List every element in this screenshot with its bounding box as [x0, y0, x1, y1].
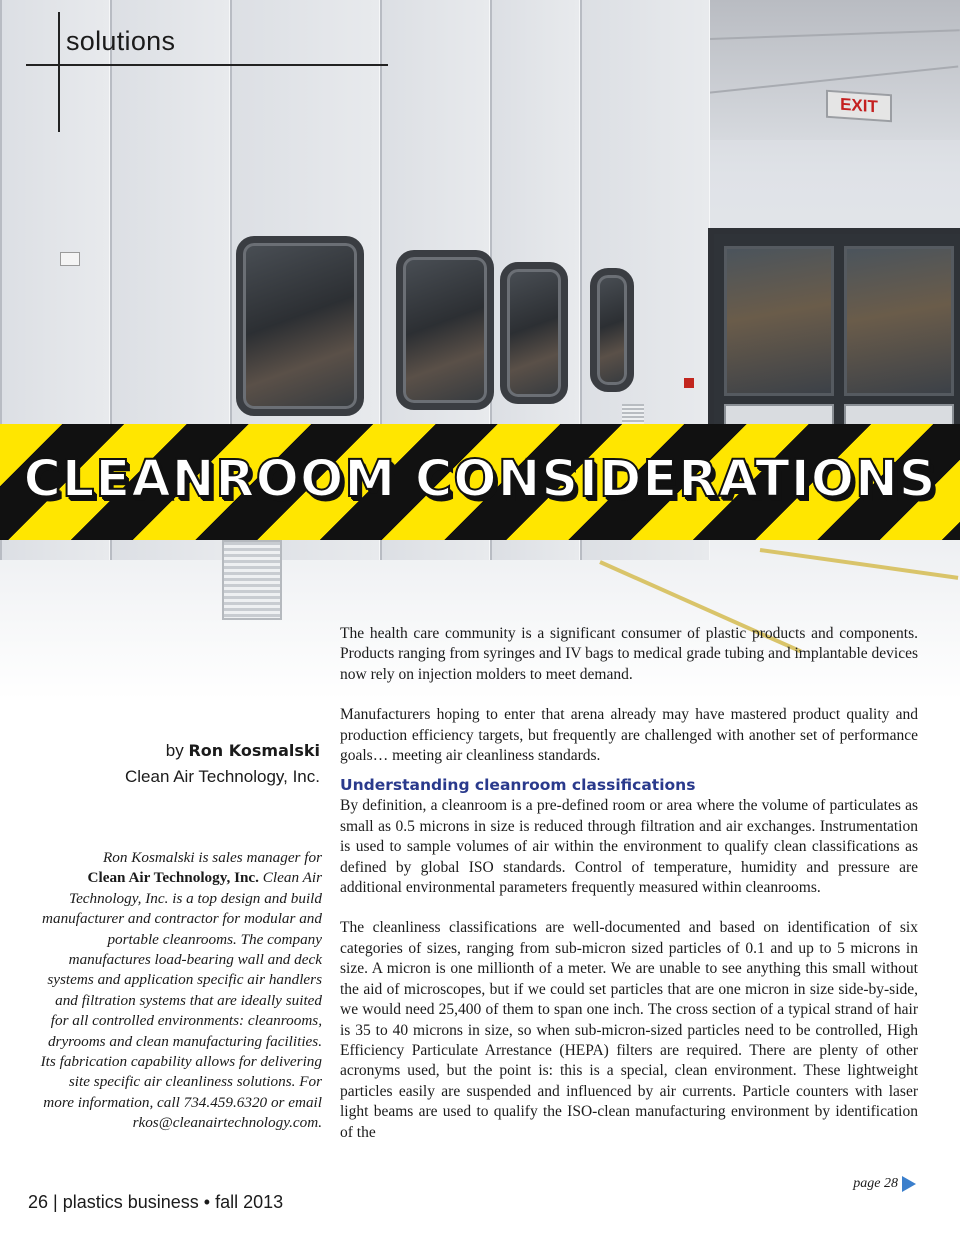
continued-link[interactable]: [853, 1176, 916, 1192]
paragraph: Manufacturers hoping to enter that arena already may have mastered product quality and production efficiency targets, but frequently are challenged with another set of performance goals… meeting air cleanliness standards.: [340, 706, 918, 765]
byline-prefix: by: [165, 741, 184, 760]
header-rule-vertical: [58, 12, 60, 132]
wall-vent: [622, 404, 644, 426]
fire-alarm: [684, 378, 694, 388]
door-glass: [724, 246, 834, 396]
paragraph: The health care community is a significant consumer of plastic products and components. Products ranging from syringes and IV bags to medical grade tubing and implantable devices now rely on injection molders to meet demand.: [340, 625, 918, 683]
author-bio: [36, 848, 322, 1134]
author-company: Clean Air Technology, Inc.: [125, 767, 320, 786]
thermostat: [60, 252, 80, 266]
subheading: Understanding cleanroom classifications: [340, 776, 696, 795]
article-title: CLEANROOM CONSIDERATIONS: [23, 450, 937, 509]
article-body: [340, 624, 918, 1143]
header-rule: [26, 64, 388, 66]
paragraph: The cleanliness classifications are well-documented and based on identification of six categories of sizes, ranging from sub-micron sized particles of 0.1 and up to 5 microns in size. A micron is one millionth of a meter. We are unable to see anything this small without the aid of microscopes, but if we could set particles that are one micron in size side-by-side, we would need 25,400 of them to span one inch. The cross section of a typical strand of hair is 35 to 40 microns in size, so when sub-micron-sized particles need to be controlled, High Efficiency Particulate Arrestance (HEPA) filters are required. There are plenty of other acronyms used, but the point is: this is a special, clean environment. These lightweight particles easily are suspended and influenced by air currents. Particle counters with laser light beams are used to qualify the ISO-clean manufacturing environment by identification of the: [340, 919, 918, 1141]
exit-sign: EXIT: [826, 90, 892, 123]
bio-company: Clean Air Technology, Inc.: [87, 869, 259, 887]
cleanroom-window: [236, 236, 364, 416]
continued-label: page 28: [853, 1176, 898, 1191]
bio-intro: Ron Kosmalski is sales manager for: [103, 849, 322, 866]
floor-vent: [222, 540, 282, 620]
door-glass: [844, 246, 954, 396]
page-footer: 26 | plastics business • fall 2013: [28, 1192, 284, 1212]
cleanroom-window: [396, 250, 494, 410]
arrow-right-icon: [902, 1176, 916, 1192]
cleanroom-window: [500, 262, 568, 404]
section-label: solutions: [66, 26, 176, 56]
byline-author-line: [125, 738, 320, 764]
byline: [125, 738, 320, 790]
floor-safety-line: [760, 548, 959, 580]
paragraph: By definition, a cleanroom is a pre-defined room or area where the volume of particulates as small as 0.5 microns in size is reduced through filtration and air exchanges. Instrumentation is used to sample volumes of air within the environment to qualify clean classifications as defined by global ISO standards. Control of temperature, humidity and pressure are additional environmental parameters frequently measured within cleanrooms.: [340, 797, 918, 897]
bio-text: Clean Air Technology, Inc. is a top design and build manufacturer and contractor for modular and portable cleanrooms. The company manufactures load-bearing wall and deck systems and application specific air handlers and filtration systems that are ideally suited for all controlled environments: cleanrooms, dryrooms and clean manufacturing facilities. Its fabrication capability allows for delivering site specific air cleanliness solutions. For more information, call 734.459.6320 or email rkos@cleanairtechnology.com.: [40, 869, 322, 1132]
author-name: Ron Kosmalski: [188, 741, 320, 760]
cleanroom-window: [590, 268, 634, 392]
